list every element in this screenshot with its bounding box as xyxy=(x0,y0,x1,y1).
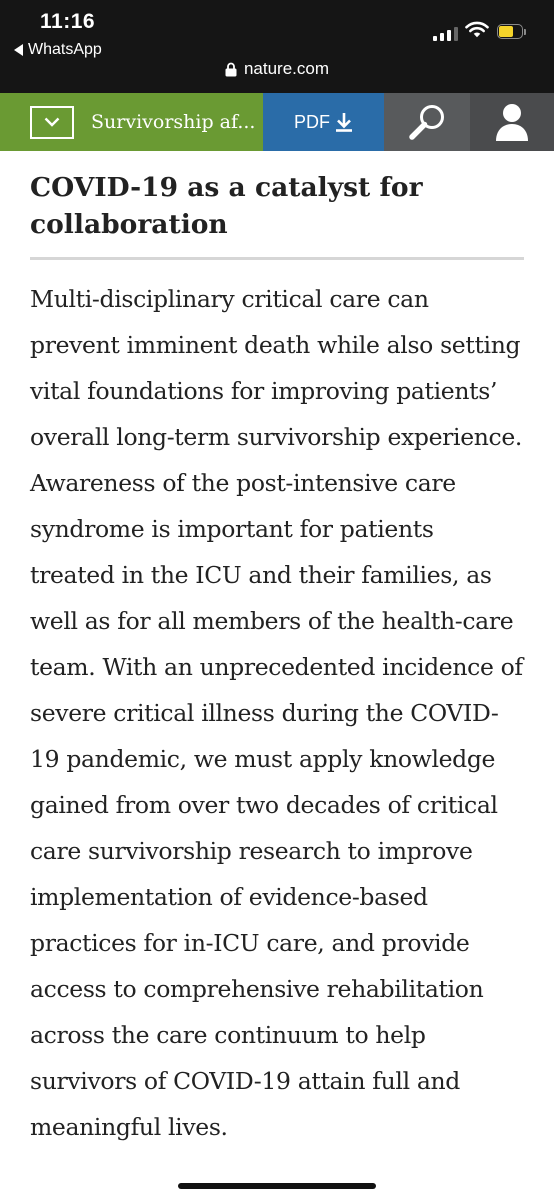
section-nav-dropdown[interactable] xyxy=(0,93,263,151)
url-text: nature.com xyxy=(243,59,330,78)
search-button[interactable] xyxy=(384,93,470,151)
status-bar xyxy=(0,0,554,93)
signal-icon xyxy=(433,26,458,41)
battery-icon xyxy=(497,24,527,41)
download-icon xyxy=(335,112,353,132)
back-to-app-button[interactable] xyxy=(14,41,102,59)
section-heading: COVID-19 as a catalyst for collaboration xyxy=(30,151,524,260)
pdf-label: PDF xyxy=(294,111,330,132)
lock-icon xyxy=(225,62,237,77)
current-section-title: Survivorship af... xyxy=(91,111,256,133)
account-button[interactable] xyxy=(470,93,554,151)
chevron-down-icon xyxy=(44,117,60,127)
back-app-label: WhatsApp xyxy=(28,41,102,58)
user-icon xyxy=(495,102,529,142)
site-header xyxy=(0,93,554,151)
back-triangle-icon xyxy=(14,44,23,56)
pdf-download-button[interactable] xyxy=(263,93,384,151)
dropdown-toggle[interactable] xyxy=(30,106,74,139)
status-time: 11:16 xyxy=(40,10,96,33)
wifi-icon xyxy=(465,20,489,39)
url-bar[interactable] xyxy=(0,59,554,79)
home-indicator[interactable] xyxy=(178,1183,376,1189)
article-paragraph: Multi-disciplinary critical care can prevent imminent death while also setting vital foundations for improving patients’ overall long-term survivorship experience. Awareness of the post-intensive care syndrome is important for patients treated in the ICU and their families, as well as for all members of the health-care team. With an unprecedented incidence of severe critical illness during the COVID-19 pandemic, we must apply knowledge gained from over two decades of critical care survivorship research to improve implementation of evidence-based practices for in-ICU care, and provide access to comprehensive rehabilitation across the care continuum to help survivors of COVID-19 attain full and meaningful lives. xyxy=(30,285,523,1141)
search-icon xyxy=(407,102,447,142)
article-content xyxy=(30,151,524,1150)
